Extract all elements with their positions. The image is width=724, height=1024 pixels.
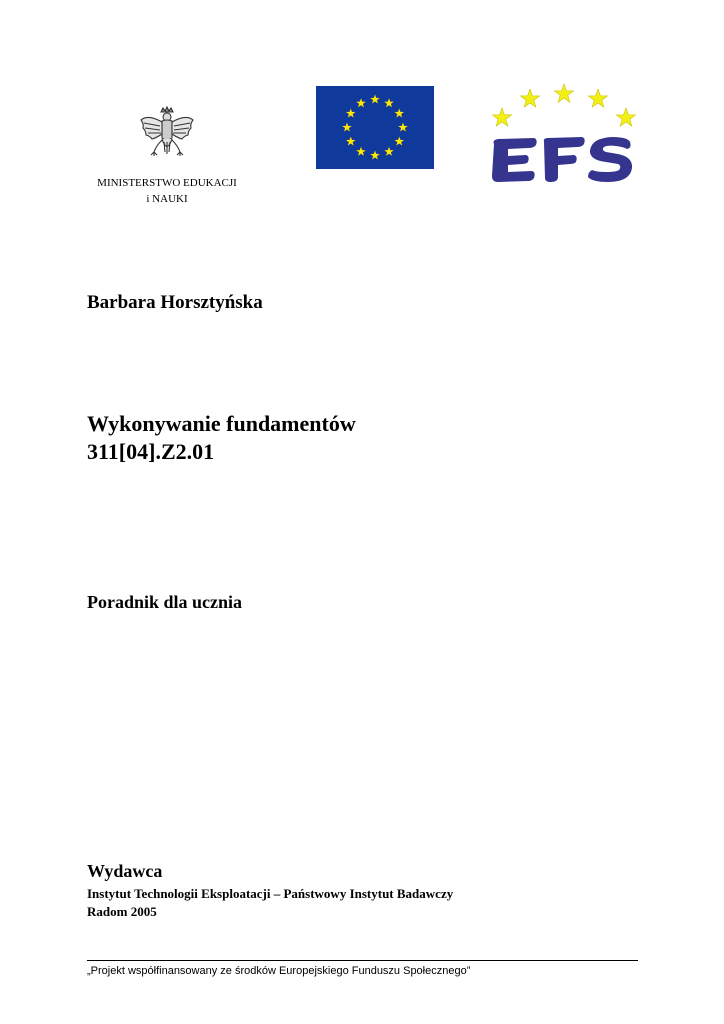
efs-star-icon (492, 108, 511, 126)
polish-eagle-icon (138, 106, 196, 168)
efs-star-icon (520, 89, 539, 107)
efs-star-icon (554, 84, 573, 102)
efs-star-icon (616, 108, 635, 126)
efs-star-icon (588, 89, 607, 107)
efs-logo (482, 82, 642, 192)
publisher-place: Radom 2005 (87, 904, 157, 919)
ministry-line-1: MINISTERSTWO EDUKACJI (97, 177, 237, 189)
ministry-name (60, 175, 274, 207)
ministry-line-2: i NAUKI (146, 193, 188, 205)
title-line-2: 311[04].Z2.01 (87, 439, 215, 464)
footer-divider (87, 960, 638, 961)
eu-flag-icon (316, 86, 434, 169)
document-subtitle: Poradnik dla ucznia (87, 592, 243, 612)
publisher-name: Instytut Technologii Eksploatacji – Państwowy Instytut Badawczy (87, 886, 454, 901)
title-line-1: Wykonywanie fundamentów (87, 411, 356, 436)
footer-note: „Projekt współfinansowany ze środków Europejskiego Funduszu Społecznego” (87, 965, 471, 977)
document-title (87, 410, 356, 466)
publisher-label: Wydawca (87, 861, 163, 881)
author-name: Barbara Horsztyńska (87, 292, 263, 313)
